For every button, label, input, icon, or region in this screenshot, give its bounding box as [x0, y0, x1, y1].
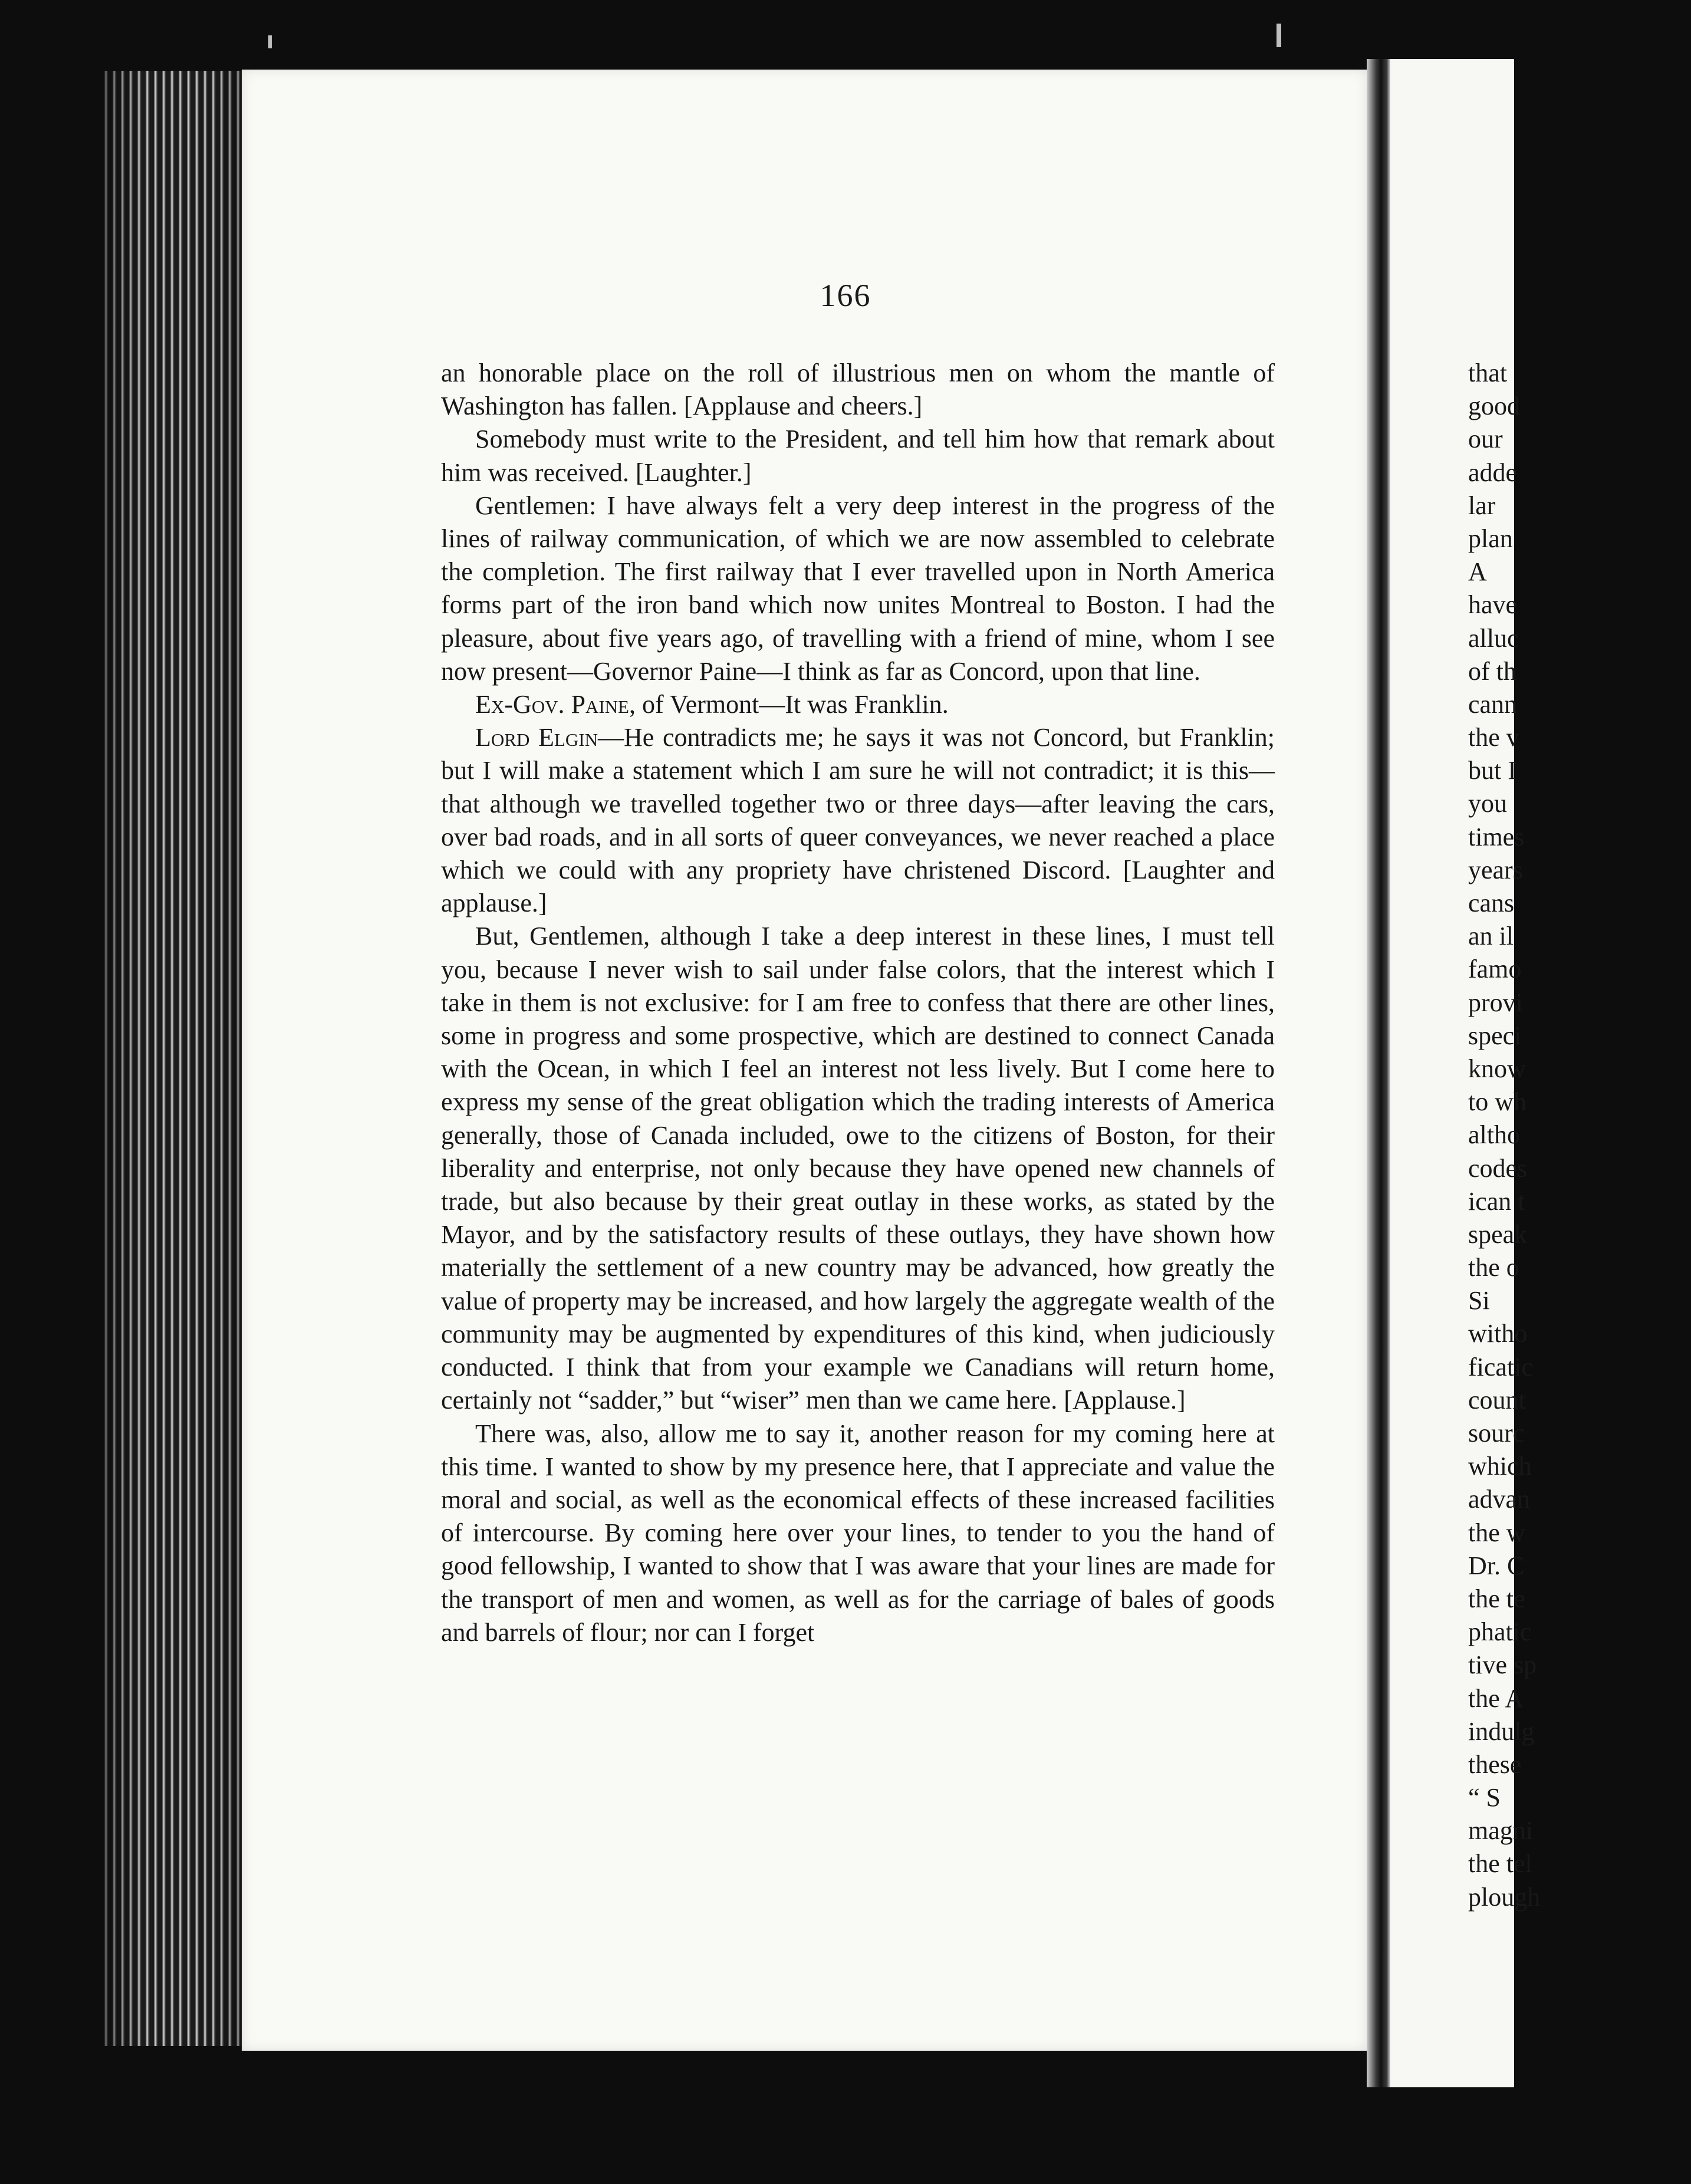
facing-page-line: good [1468, 392, 1520, 421]
facing-page-line: the o [1468, 1253, 1519, 1282]
facing-page-line: Si [1468, 1286, 1490, 1315]
facing-page-line: which [1468, 1452, 1532, 1481]
facing-page-line: plan [1468, 524, 1513, 553]
facing-page-line: speak [1468, 1219, 1528, 1249]
facing-page-line: but I [1468, 756, 1516, 785]
facing-page-line: tive sp [1468, 1650, 1537, 1680]
facing-page-line: cann [1468, 689, 1518, 719]
facing-page-line: magni [1468, 1816, 1533, 1846]
facing-page-line: of th [1468, 656, 1516, 686]
facing-page-line: altho [1468, 1120, 1520, 1150]
facing-page-line: speci [1468, 1021, 1522, 1050]
facing-page-line: our [1468, 425, 1503, 454]
facing-page-line: years [1468, 855, 1523, 884]
facing-page-line: ican t [1468, 1186, 1525, 1216]
facing-page-line: the tel [1468, 1849, 1532, 1879]
paragraph: Somebody must write to the President, and tell him how that remark about him was received. [Laughter.] [441, 425, 1275, 487]
facing-page-line: plough [1468, 1882, 1541, 1912]
paragraph: There was, also, allow me to say it, another reason for my coming here at this time. I wanted to show by my presence here, that I appreciate and value the moral and social, as well as the economical effects of these increased facilities of intercourse. By coming here over your lines, to tender to you the hand of good fellowship, I wanted to show that I was aware that your lines are made for the transport of men and women, as well as for the carriage of bales of goods and barrels of flour; nor can I forget [441, 1419, 1275, 1647]
facing-page-line: times [1468, 822, 1525, 851]
facing-page-line: the A [1468, 1683, 1524, 1713]
facing-page-line: “ S [1468, 1783, 1501, 1813]
facing-page-line: codes [1468, 1153, 1528, 1183]
speech-text: , of Vermont—It was Franklin. [629, 690, 949, 719]
facing-page-line: the w [1468, 1518, 1525, 1547]
facing-page-line: alluc [1468, 623, 1519, 653]
facing-page-line: ficatic [1468, 1352, 1533, 1382]
paragraph [441, 688, 1275, 721]
paragraph [441, 721, 1275, 920]
page-edge-shadow [100, 71, 245, 2046]
facing-page-line: an il [1468, 922, 1514, 951]
book-gutter [1367, 59, 1390, 2087]
scan-mark [1277, 24, 1281, 47]
facing-page-text [1468, 357, 1541, 1914]
facing-page-line: to wh [1468, 1087, 1526, 1117]
facing-page-line: Dr. C [1468, 1551, 1525, 1580]
facing-page-line: you [1468, 789, 1507, 818]
paragraph: Gentlemen: I have always felt a very deep interest in the progress of the lines of railway communication, of which we are now assembled to celebrate the completion. The first railway that I ever travelled upon in North America forms part of the iron band which now unites Montreal to Boston. I had the pleasure, about five years ago, of travelling with a friend of mine, whom I see now present—Governor Paine—I think as far as Concord, upon that line. [441, 491, 1275, 686]
paragraph: an honorable place on the roll of illustrious men on whom the mantle of Washington has fallen. [Applause and cheers.] [441, 358, 1275, 421]
facing-page-line: advan [1468, 1485, 1531, 1514]
scan-mark [268, 35, 272, 48]
facing-page-line: know [1468, 1054, 1526, 1083]
page-number: 166 [820, 278, 871, 313]
facing-page-line: phatic [1468, 1617, 1532, 1647]
speaker-name: Ex-Gov. Paine [475, 690, 629, 719]
paragraph: But, Gentlemen, although I take a deep interest in these lines, I must tell you, because I never wish to sail under false colors, that the interest which I take in them is not exclusive: for I am free to confess that there are other lines, some in progress and some prospective, which are destined to connect Canada with the Ocean, in which I feel an interest not less lively. But I come here to express my sense of the great obligation which the trading interests of America generally, those of Canada included, owe to the citizens of Boston, for their liberality and enterprise, not only because they have opened new channels of trade, but also because by their great outlay in these works, as stated by the Mayor, and by the satisfactory results of these outlays, they have shown how materially the settlement of a new country may be advanced, how greatly the value of property may be increased, and how largely the aggregate wealth of the community may be augmented by expenditures of this kind, when judiciously conducted. I think that from your example we Canadians will return home, certainly not “sadder,” but “wiser” men than we came here. [Applause.] [441, 922, 1275, 1415]
facing-page-line: adde [1468, 458, 1518, 487]
facing-page-line: A [1468, 557, 1487, 587]
speech-text: —He contradicts me; he says it was not Concord, but Franklin; but I will make a statement which I am sure he will not contradict; it is this—that although we travelled together two or three days—after leaving the cars, over bad roads, and in all sorts of queer conveyances, we never reached a place which we could with any propriety have christened Discord. [Laughter and applause.] [441, 723, 1275, 918]
facing-page-line: the te [1468, 1584, 1525, 1613]
facing-page-line: that [1468, 358, 1507, 387]
facing-page-line: the v [1468, 723, 1519, 752]
body-text [441, 357, 1275, 1649]
facing-page-line: count [1468, 1385, 1526, 1415]
facing-page-line: lar [1468, 491, 1496, 520]
facing-page-line: witho [1468, 1319, 1528, 1348]
facing-page-line: cans [1468, 889, 1515, 917]
speaker-name: Lord Elgin [475, 723, 598, 752]
facing-page-line: have [1468, 590, 1518, 620]
facing-page-line: provi [1468, 988, 1523, 1017]
facing-page-line: indulg [1468, 1716, 1535, 1746]
facing-page-line: sourc [1468, 1419, 1525, 1448]
facing-page-line: famo [1468, 955, 1522, 984]
facing-page-line: these [1468, 1749, 1522, 1779]
